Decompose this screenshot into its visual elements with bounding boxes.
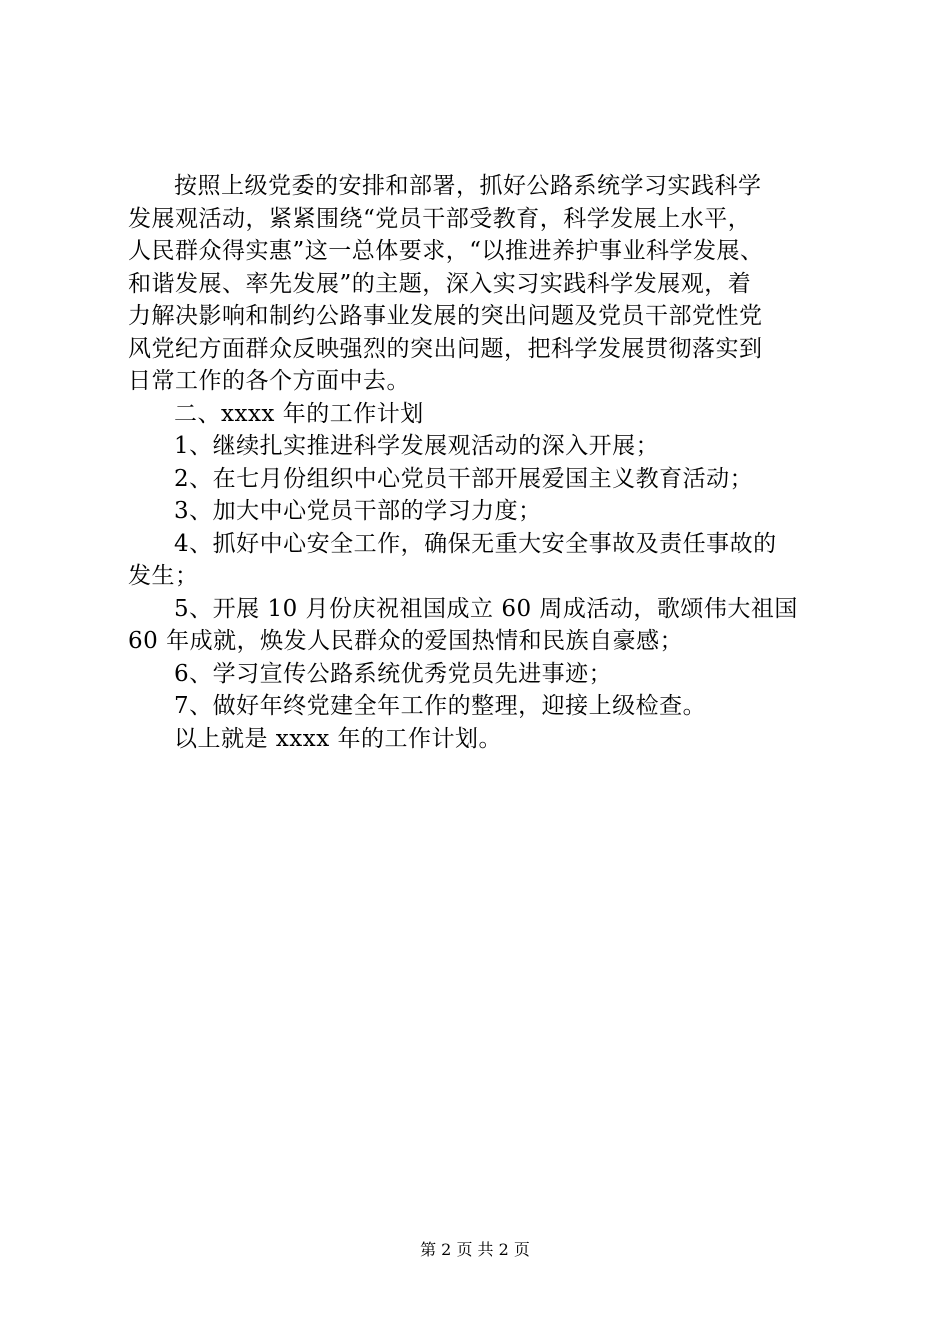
paragraph-line: 人民群众得实惠”这一总体要求，“以推进养护事业科学发展、 [128, 238, 764, 264]
plan-item: 7、做好年终党建全年工作的整理，迎接上级检查。 [174, 693, 707, 719]
paragraph-line: 按照上级党委的安排和部署，抓好公路系统学习实践科学 [174, 173, 762, 199]
paragraph-line: 力解决影响和制约公路事业发展的突出问题及党员干部党性党 [128, 303, 763, 329]
page-number: 第 2 页 共 2 页 [420, 1240, 530, 1259]
document-body [128, 170, 848, 755]
plan-item: 5、开展 10 月份庆祝祖国成立 60 周成活动，歌颂伟大祖国 [174, 595, 798, 622]
plan-item: 1、继续扎实推进科学发展观活动的深入开展； [174, 433, 660, 459]
plan-item-continuation: 发生； [128, 563, 199, 589]
plan-item: 6、学习宣传公路系统优秀党员先进事迹； [174, 660, 613, 687]
plan-item: 4、抓好中心安全工作，确保无重大安全事故及责任事故的 [174, 530, 777, 557]
plan-item: 2、在七月份组织中心党员干部开展爱国主义教育活动； [174, 465, 754, 492]
closing-line: 以上就是 xxxx 年的工作计划。 [174, 725, 503, 752]
section-heading: 二、xxxx 年的工作计划 [174, 400, 424, 427]
paragraph-line: 和谐发展、率先发展”的主题，深入实习实践科学发展观，着 [128, 270, 752, 297]
plan-item: 3、加大中心党员干部的学习力度； [174, 498, 542, 524]
plan-item-continuation: 60 年成就，焕发人民群众的爱国热情和民族自豪感； [128, 628, 684, 654]
paragraph-line: 风党纪方面群众反映强烈的突出问题，把科学发展贯彻落实到 [128, 335, 763, 362]
page-footer [0, 1240, 950, 1260]
paragraph-line: 发展观活动，紧紧围绕“党员干部受教育，科学发展上水平， [128, 205, 752, 232]
paragraph-line: 日常工作的各个方面中去。 [128, 368, 410, 394]
